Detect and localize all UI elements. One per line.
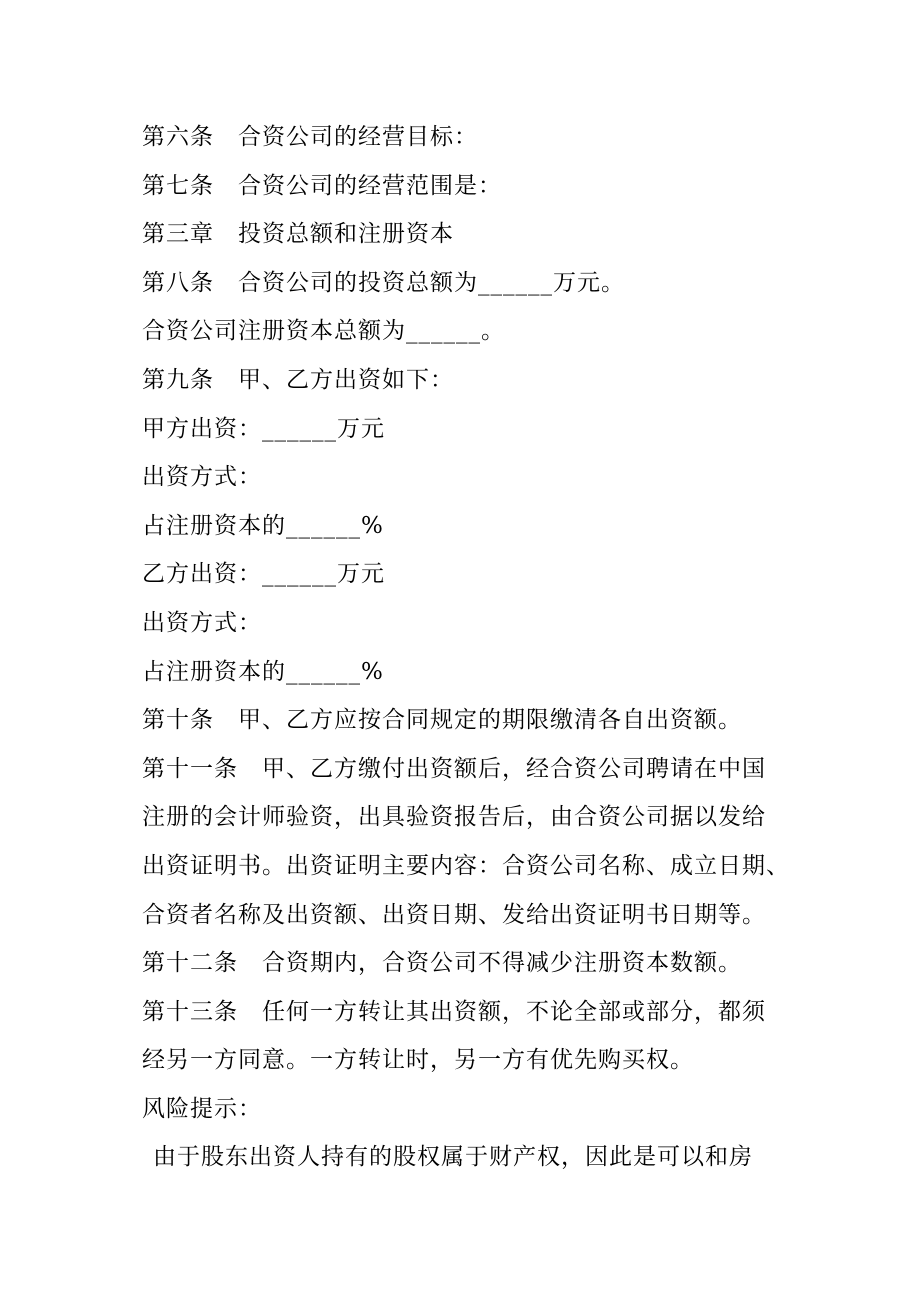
party-b-share-line: 占注册资本的______% [142, 658, 384, 685]
registered-capital-line: 合资公司注册资本总额为______。 [142, 318, 505, 345]
article-11-line-2: 注册的会计师验资，出具验资报告后，由合资公司据以发给 [142, 804, 766, 831]
chapter-3-heading: 第三章 投资总额和注册资本 [142, 221, 454, 248]
article-13-line-2: 经另一方同意。一方转让时，另一方有优先购买权。 [142, 1047, 694, 1074]
party-b-contribution-line: 乙方出资：______万元 [142, 561, 385, 588]
article-7-line: 第七条 合资公司的经营范围是： [142, 172, 502, 199]
article-11-line-4: 合资者名称及出资额、出资日期、发给出资证明书日期等。 [142, 901, 766, 928]
article-11-line-3: 出资证明书。出资证明主要内容：合资公司名称、成立日期、 [142, 852, 790, 879]
article-11-line-1: 第十一条 甲、乙方缴付出资额后，经合资公司聘请在中国 [142, 755, 766, 782]
party-a-method-line: 出资方式： [142, 464, 262, 491]
party-b-method-line: 出资方式： [142, 609, 262, 636]
article-6-line: 第六条 合资公司的经营目标： [142, 124, 478, 150]
article-12-line: 第十二条 合资期内，合资公司不得减少注册资本数额。 [142, 950, 742, 977]
risk-notice-heading: 风险提示： [142, 1095, 262, 1122]
article-8-line: 第八条 合资公司的投资总额为______万元。 [142, 269, 625, 296]
party-a-share-line: 占注册资本的______% [142, 512, 384, 539]
risk-notice-paragraph: 由于股东出资人持有的股权属于财产权，因此是可以和房 [153, 1144, 753, 1171]
article-13-line-1: 第十三条 任何一方转让其出资额，不论全部或部分，都须 [142, 998, 766, 1025]
article-10-line: 第十条 甲、乙方应按合同规定的期限缴清各自出资额。 [142, 707, 742, 734]
contract-text-body [142, 113, 812, 1182]
article-9-line: 第九条 甲、乙方出资如下： [142, 366, 454, 393]
party-a-contribution-line: 甲方出资：______万元 [142, 415, 385, 442]
